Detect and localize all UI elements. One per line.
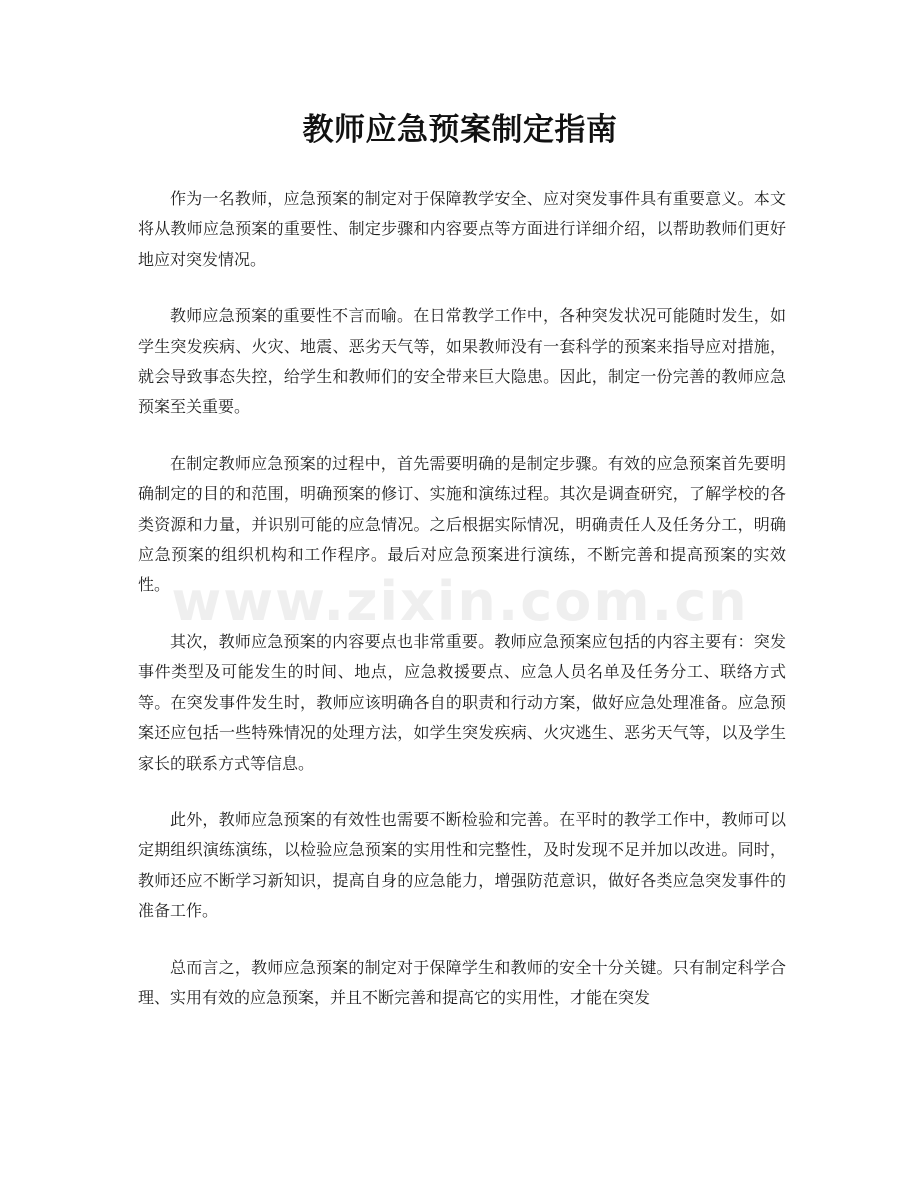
paragraph-importance: 教师应急预案的重要性不言而喻。在日常教学工作中，各种突发状况可能随时发生，如学生突发疾病、火灾、地震、恶劣天气等，如果教师没有一套科学的预案来指导应对措施，就会导致事态失控，给学生和教师们的安全带来巨大隐患。因此，制定一份完善的教师应急预案至关重要。	[138, 306, 786, 417]
paragraph-conclusion: 总而言之，教师应急预案的制定对于保障学生和教师的安全十分关键。只有制定科学合理、实用有效的应急预案，并且不断完善和提高它的实用性，才能在突发	[138, 957, 786, 1007]
paragraph-intro: 作为一名教师，应急预案的制定对于保障教学安全、应对突发事件具有重要意义。本文将从教师应急预案的重要性、制定步骤和内容要点等方面进行详细介绍，以帮助教师们更好地应对突发情况。	[138, 189, 786, 269]
watermark: www.zixin.com.cn	[171, 570, 749, 633]
document-body	[138, 184, 786, 1039]
paragraph-steps: 在制定教师应急预案的过程中，首先需要明确的是制定步骤。有效的应急预案首先要明确制定的目的和范围，明确预案的修订、实施和演练过程。其次是调查研究，了解学校的各类资源和力量，并识别可能的应急情况。之后根据实际情况，明确责任人及任务分工，明确应急预案的组织机构和工作程序。最后对应急预案进行演练，不断完善和提高预案的实效性。	[138, 453, 786, 595]
document-title: 教师应急预案制定指南	[302, 112, 618, 148]
paragraph-validation: 此外，教师应急预案的有效性也需要不断检验和完善。在平时的教学工作中，教师可以定期组织演练演练，以检验应急预案的实用性和完整性，及时发现不足并加以改进。同时，教师还应不断学习新知识，提高自身的应急能力，增强防范意识，做好各类应急突发事件的准备工作。	[138, 809, 786, 921]
paragraph-content-points: 其次，教师应急预案的内容要点也非常重要。教师应急预案应包括的内容主要有：突发事件类型及可能发生的时间、地点，应急救援要点、应急人员名单及任务分工、联络方式等。在突发事件发生时，教师应该明确各自的职责和行动方案，做好应急处理准备。应急预案还应包括一些特殊情况的处理方法，如学生突发疾病、火灾逃生、恶劣天气等，以及学生家长的联系方式等信息。	[138, 631, 786, 773]
